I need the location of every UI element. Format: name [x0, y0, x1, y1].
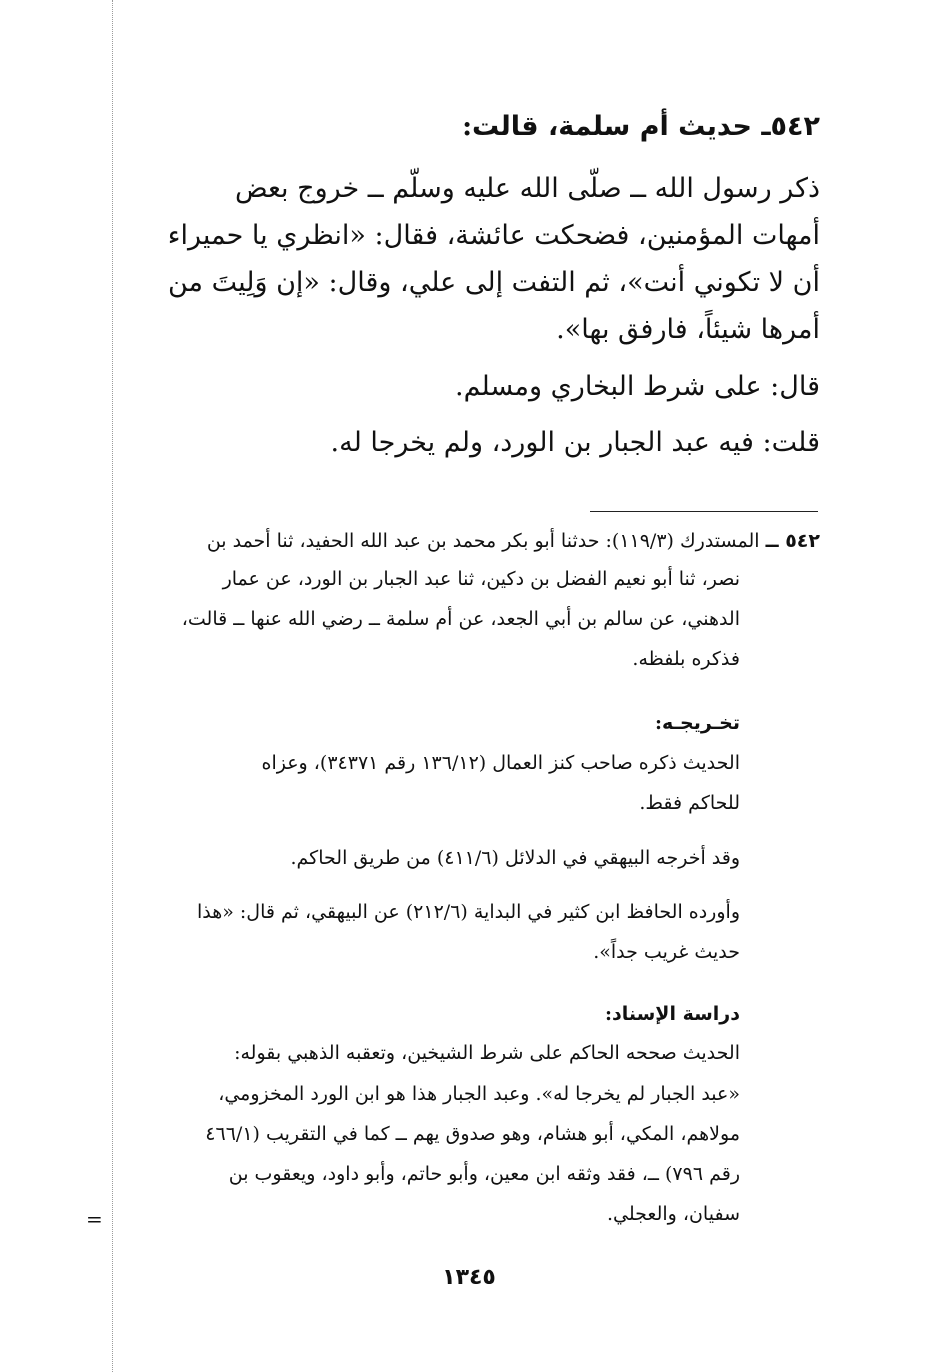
hadith-line-4: أمرها شيئاً، فارفق بها».: [556, 314, 820, 345]
footnote-line-4: فذكره بلفظه.: [632, 648, 740, 670]
isnad-line-1: الحديث صححه الحاكم على شرط الشيخين، وتعقبه الذهبي بقوله:: [234, 1042, 740, 1064]
isnad-heading: دراسة الإسناد:: [604, 1003, 740, 1025]
binding-edge: [112, 0, 113, 1372]
qala-line: قال: على شرط البخاري ومسلم.: [454, 371, 820, 402]
isnad-line-2: «عبد الجبار لم يخرجا له». وعبد الجبار هذا هو ابن الورد المخزومي،: [218, 1083, 740, 1105]
continuation-mark: =: [86, 1207, 103, 1231]
hadith-title: [120, 110, 820, 144]
hadith-line-3: أن لا تكوني أنت»، ثم التفت إلى علي، وقال: «إن وَلِيتَ من: [168, 267, 820, 298]
ibn-kathir-line-2: حديث غريب جداً».: [593, 941, 740, 963]
takhrij-line-2: للحاكم فقط.: [639, 792, 740, 814]
isnad-line-4: رقم ٧٩٦) ــ، فقد وثقه ابن معين، وأبو حاتم، وأبو داود، ويعقوب بن: [228, 1163, 740, 1185]
isnad-line-3: مولاهم، المكي، أبو هشام، وهو صدوق يهم ــ كما في التقريب (٤٦٦/١: [205, 1123, 740, 1145]
footnote-line-2: نصر، ثنا أبو نعيم الفضل بن دكين، ثنا عبد الجبار بن الورد، عن عمار: [222, 568, 740, 590]
isnad-line-5: سفيان، والعجلي.: [606, 1203, 740, 1225]
footnote-number: ٥٤٢ ــ: [765, 530, 820, 552]
takhrij-heading: تخـريجـه:: [655, 712, 740, 734]
hadith-title-text: حديث أم سلمة، قالت:: [462, 111, 752, 142]
page-number: ١٣٤٥: [442, 1265, 496, 1290]
footnote-separator: [590, 511, 818, 512]
ibn-kathir-line-1: وأورده الحافظ ابن كثير في البداية (٢١٢/٦) عن البيهقي، ثم قال: «هذا: [196, 901, 740, 923]
hadith-line-2: أمهات المؤمنين، فضحكت عائشة، فقال: «انظري يا حميراء: [167, 220, 820, 251]
hadith-number: ٥٤٢ـ: [761, 111, 820, 142]
footnote-line-3: الدهني، عن سالم بن أبي الجعد، عن أم سلمة ــ رضي الله عنها ــ قالت،: [181, 608, 740, 630]
takhrij-line-1: الحديث ذكره صاحب كنز العمال (١٣٦/١٢ رقم ٣٤٣٧١)، وعزاه: [261, 752, 740, 774]
footnote-line-1-text: المستدرك (١١٩/٣): حدثنا أبو بكر محمد بن عبد الله الحفيد، ثنا أحمد بن: [206, 530, 760, 552]
hadith-line-1: ذكر رسول الله ــ صلّى الله عليه وسلّم ــ خروج بعض: [234, 173, 820, 204]
qultu-line: قلت: فيه عبد الجبار بن الورد، ولم يخرجا له.: [330, 427, 820, 458]
bayhaqi-line: وقد أخرجه البيهقي في الدلائل (٤١١/٦) من طريق الحاكم.: [290, 847, 740, 869]
footnote-line-1: [120, 528, 820, 554]
